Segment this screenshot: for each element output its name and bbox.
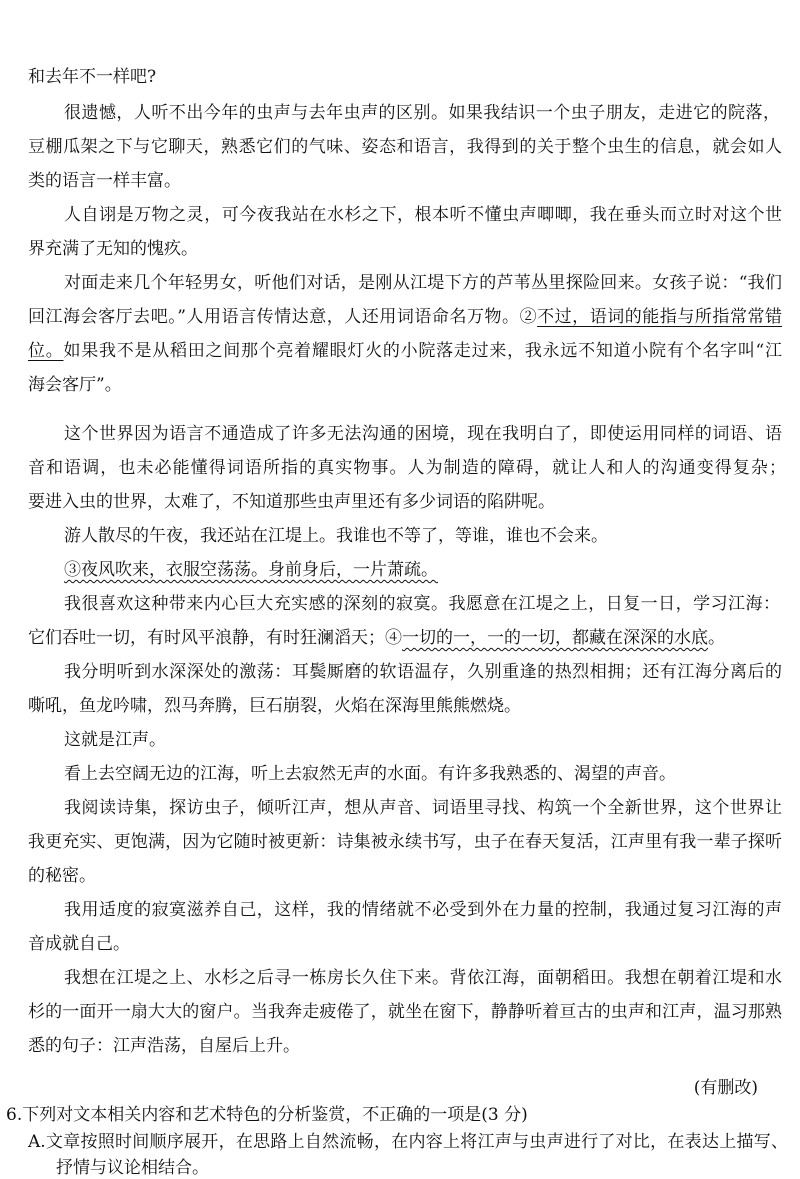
text-line bbox=[0, 102, 800, 124]
text-span: 这个世界因为语言不通造成了许多无法沟通的困境，现在我明白了，即使运用同样的词语、语 bbox=[64, 424, 782, 444]
text-span: 我分明听到水深深处的激荡：耳鬓厮磨的软语温存，久别重逢的热烈相拥；还有江海分离后的 bbox=[64, 662, 782, 682]
text-line bbox=[0, 238, 800, 260]
text-line bbox=[0, 1035, 800, 1057]
text-span: 我很喜欢这种带来内心巨大充实感的深刻的寂寞。我愿意在江堤之上，日复一日，学习江海： bbox=[64, 594, 780, 614]
text-span: 对面走来几个年轻男女，听他们对话，是刚从江堤下方的芦苇丛里探险回来。女孩子说：“我们 bbox=[64, 273, 782, 293]
text-line bbox=[0, 170, 800, 192]
text-span: 如果我不是从稻田之间那个亮着耀眼灯火的小院落走过来，我永远不知道小院有个名字叫“江 bbox=[63, 341, 782, 361]
text-span: 6.下列对文本相关内容和艺术特色的分析鉴赏，不正确的一项是(3 分) bbox=[6, 1105, 528, 1125]
text-span: 我用适度的寂寞滋养自己，这样，我的情绪就不必受到外在力量的控制，我通过复习江海的声 bbox=[64, 900, 782, 920]
text-line bbox=[0, 491, 800, 513]
text-line bbox=[0, 559, 800, 581]
text-span: 看上去空阔无边的江海，听上去寂然无声的水面。有许多我熟悉的、渴望的声音。 bbox=[64, 764, 676, 784]
text-line bbox=[0, 66, 800, 88]
text-line bbox=[0, 374, 800, 396]
underlined-sentence-4: 一切的一，一的一切，都藏在深深的水底 bbox=[402, 628, 708, 648]
text-line bbox=[0, 340, 800, 362]
text-span: 音成就自己。 bbox=[28, 934, 130, 954]
option-a-continued bbox=[0, 1157, 800, 1179]
text-span: 嘶吼，鱼龙吟啸，烈马奔腾，巨石崩裂，火焰在深海里熊熊燃烧。 bbox=[28, 696, 521, 716]
text-span: 我阅读诗集，探访虫子，倾听江声，想从声音、词语里寻找、构筑一个全新世界，这个世界让 bbox=[64, 798, 782, 818]
text-span: 豆棚瓜架之下与它聊天，熟悉它们的气味、姿态和语言，我得到的关于整个虫生的信息，就会如人 bbox=[28, 137, 782, 157]
text-line bbox=[0, 661, 800, 683]
text-span: 音和语调，也未必能懂得词语所指的真实物事。人为制造的障碍，就让人和人的沟通变得复杂； bbox=[28, 458, 786, 478]
text-span: 。 bbox=[708, 628, 725, 648]
text-span: (有删改) bbox=[693, 1078, 758, 1098]
underlined-sentence-2-end: 位。 bbox=[28, 341, 64, 361]
text-span: 杉的一面开一扇大大的窗户。当我奔走疲倦了，就坐在窗下，静静听着亘古的虫声和江声，温习那熟 bbox=[28, 1002, 782, 1022]
text-span: 要进入虫的世界，太难了，不知道那些虫声里还有多少词语的陷阱呢。 bbox=[28, 492, 555, 512]
text-line bbox=[0, 423, 800, 445]
text-line bbox=[0, 204, 800, 226]
option-a bbox=[0, 1131, 800, 1153]
text-span: 这就是江声。 bbox=[64, 730, 166, 750]
underlined-sentence-3: ③夜风吹来，衣服空荡荡。身前身后，一片萧疏。 bbox=[64, 560, 438, 580]
text-line bbox=[0, 525, 800, 547]
text-span: 很遗憾，人听不出今年的虫声与去年虫声的区别。如果我结识一个虫子朋友，走进它的院落， bbox=[64, 103, 780, 123]
text-line bbox=[0, 967, 800, 989]
text-line bbox=[0, 306, 800, 328]
text-span: 我想在江堤之上、水杉之后寻一栋房长久住下来。背依江海，面朝稻田。我想在朝着江堤和水 bbox=[64, 968, 782, 988]
text-line bbox=[0, 272, 800, 294]
text-line bbox=[0, 593, 800, 615]
text-line bbox=[0, 695, 800, 717]
text-line bbox=[0, 797, 800, 819]
text-span: 它们吞吐一切，有时风平浪静，有时狂澜滔天；④ bbox=[28, 628, 402, 648]
text-span: 回江海会客厅去吧。”人用语言传情达意，人还用词语命名万物。② bbox=[28, 307, 538, 327]
underlined-sentence-2: 不过，语词的能指与所指常常错 bbox=[537, 307, 783, 327]
text-span: 的秘密。 bbox=[28, 866, 96, 886]
text-span: 海会客厅”。 bbox=[28, 375, 122, 395]
text-span: 悉的句子：江声浩荡，自屋后上升。 bbox=[28, 1036, 300, 1056]
source-note bbox=[0, 1077, 800, 1099]
question-stem bbox=[0, 1104, 800, 1126]
text-span: 游人散尽的午夜，我还站在江堤上。我谁也不等了，等谁，谁也不会来。 bbox=[64, 526, 608, 546]
text-span: 抒情与议论相结合。 bbox=[56, 1158, 209, 1178]
text-line bbox=[0, 865, 800, 887]
text-span: 界充满了无知的愧疚。 bbox=[28, 239, 198, 259]
text-line bbox=[0, 1001, 800, 1023]
text-span: A.文章按照时间顺序展开，在思路上自然流畅，在内容上将江声与虫声进行了对比，在表达上描写、 bbox=[28, 1132, 788, 1152]
text-span: 和去年不一样吧? bbox=[28, 67, 157, 87]
text-line bbox=[0, 933, 800, 955]
text-line bbox=[0, 831, 800, 853]
text-line bbox=[0, 136, 800, 158]
text-line bbox=[0, 627, 800, 649]
text-span: 我更充实、更饱满，因为它随时被更新：诗集被永续书写，虫子在春天复活，江声里有我一辈子探听 bbox=[28, 832, 782, 852]
text-line bbox=[0, 457, 800, 479]
text-span: 人自诩是万物之灵，可今夜我站在水杉之下，根本听不懂虫声唧唧，我在垂头而立时对这个世 bbox=[64, 205, 782, 225]
text-line bbox=[0, 899, 800, 921]
text-span: 类的语言一样丰富。 bbox=[28, 171, 181, 191]
text-line bbox=[0, 729, 800, 751]
text-line bbox=[0, 763, 800, 785]
